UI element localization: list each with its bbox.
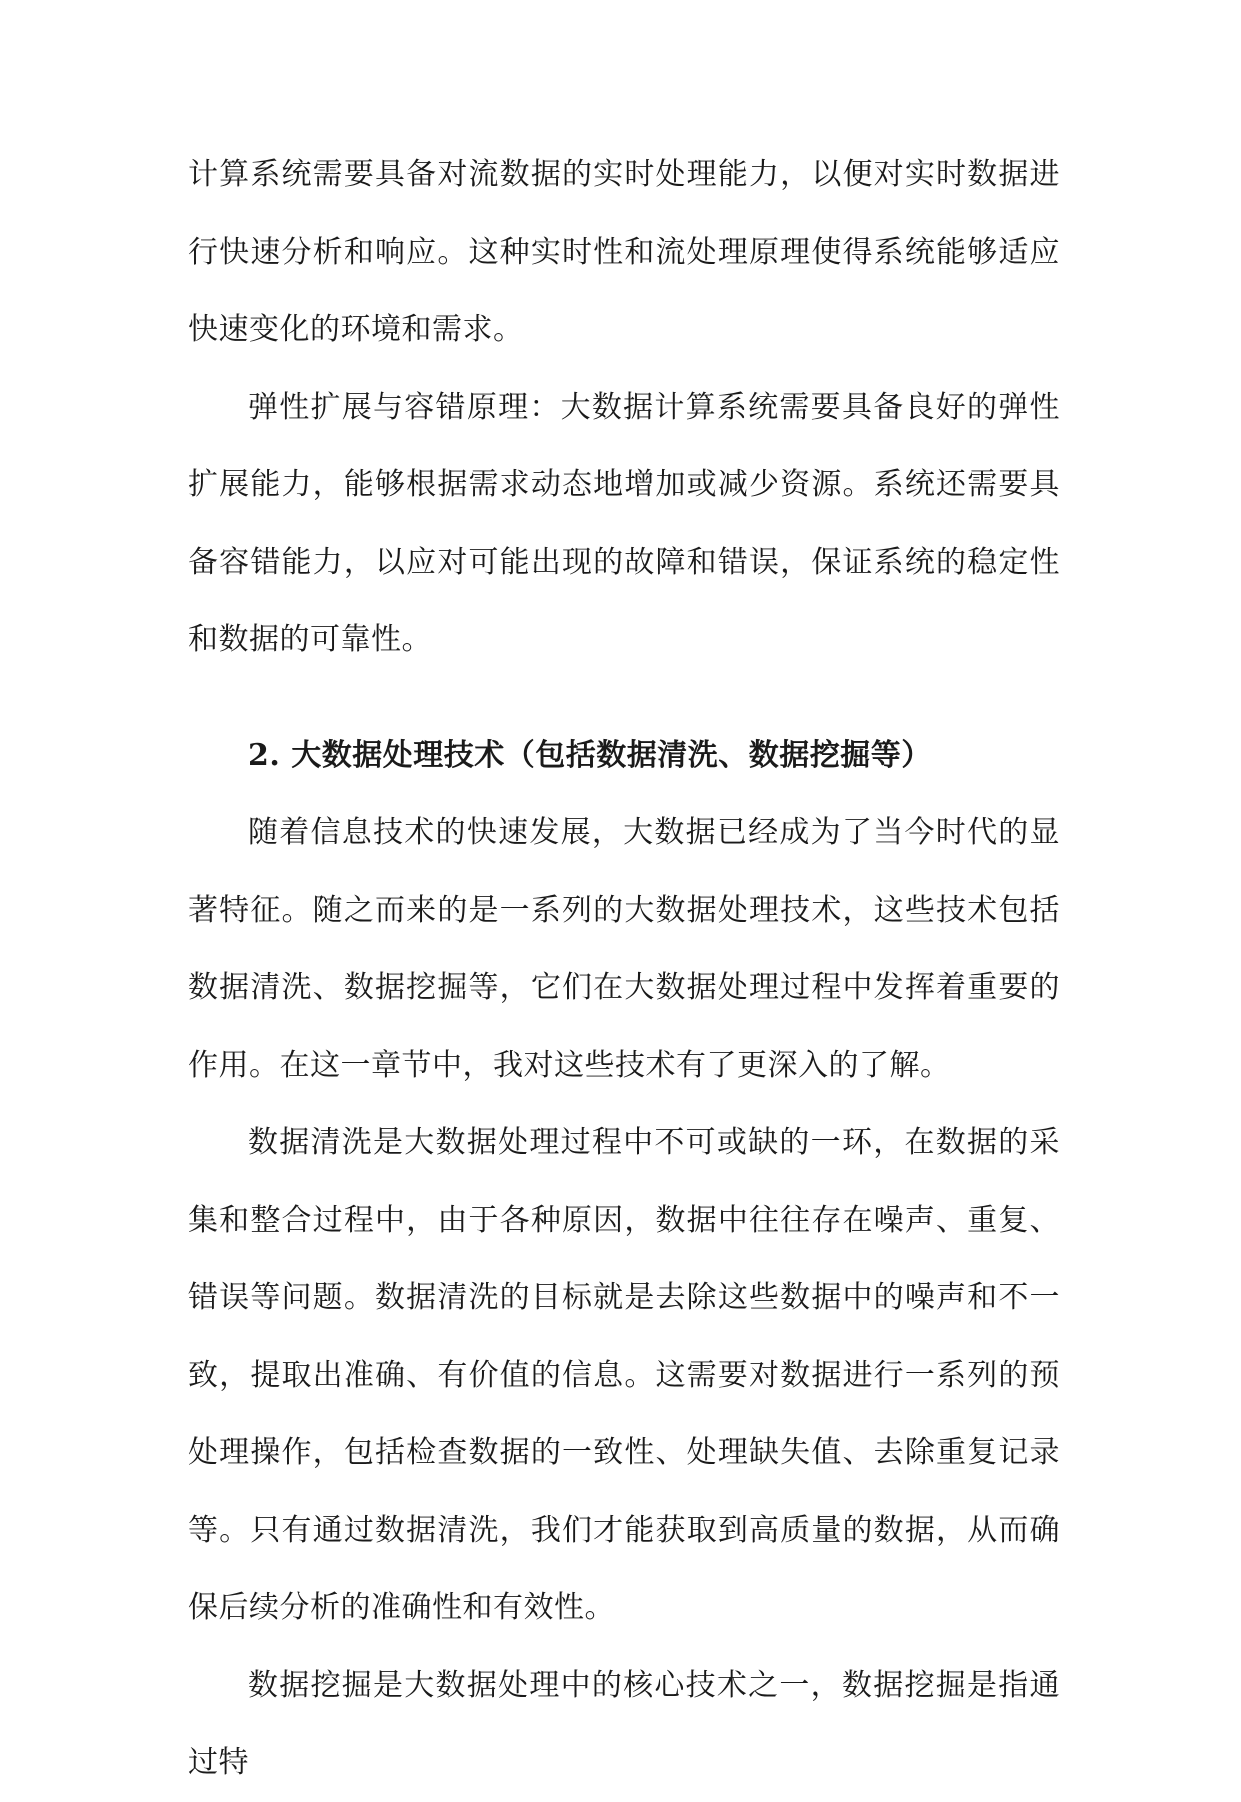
paragraph-stream-processing: 计算系统需要具备对流数据的实时处理能力，以便对实时数据进行快速分析和响应。这种实时性和流处理原理使得系统能够适应快速变化的环境和需求。 <box>188 157 1060 347</box>
paragraph-elastic-scaling: 弹性扩展与容错原理：大数据计算系统需要具备良好的弹性扩展能力，能够根据需求动态地增加或减少资源。系统还需要具备容错能力，以应对可能出现的故障和错误，保证系统的稳定性和数据的可靠性。 <box>188 389 1060 657</box>
paragraph-bigdata-intro: 随着信息技术的快速发展，大数据已经成为了当今时代的显著特征。随之而来的是一系列的大数据处理技术，这些技术包括数据清洗、数据挖掘等，它们在大数据处理过程中发挥着重要的作用。在这一章节中，我对这些技术有了更深入的了解。 <box>188 815 1060 1083</box>
paragraph-data-mining: 数据挖掘是大数据处理中的核心技术之一，数据挖掘是指通过特 <box>188 1667 1060 1780</box>
section-heading: 2. 大数据处理技术（包括数据清洗、数据挖掘等） <box>248 737 932 773</box>
paragraph-data-cleaning: 数据清洗是大数据处理过程中不可或缺的一环，在数据的采集和整合过程中，由于各种原因，数据中往往存在噪声、重复、错误等问题。数据清洗的目标就是去除这些数据中的噪声和不一致，提取出准确、有价值的信息。这需要对数据进行一系列的预处理操作，包括检查数据的一致性、处理缺失值、去除重复记录等。只有通过数据清洗，我们才能获取到高质量的数据，从而确保后续分析的准确性和有效性。 <box>188 1125 1060 1625</box>
document-body <box>188 136 1060 1802</box>
